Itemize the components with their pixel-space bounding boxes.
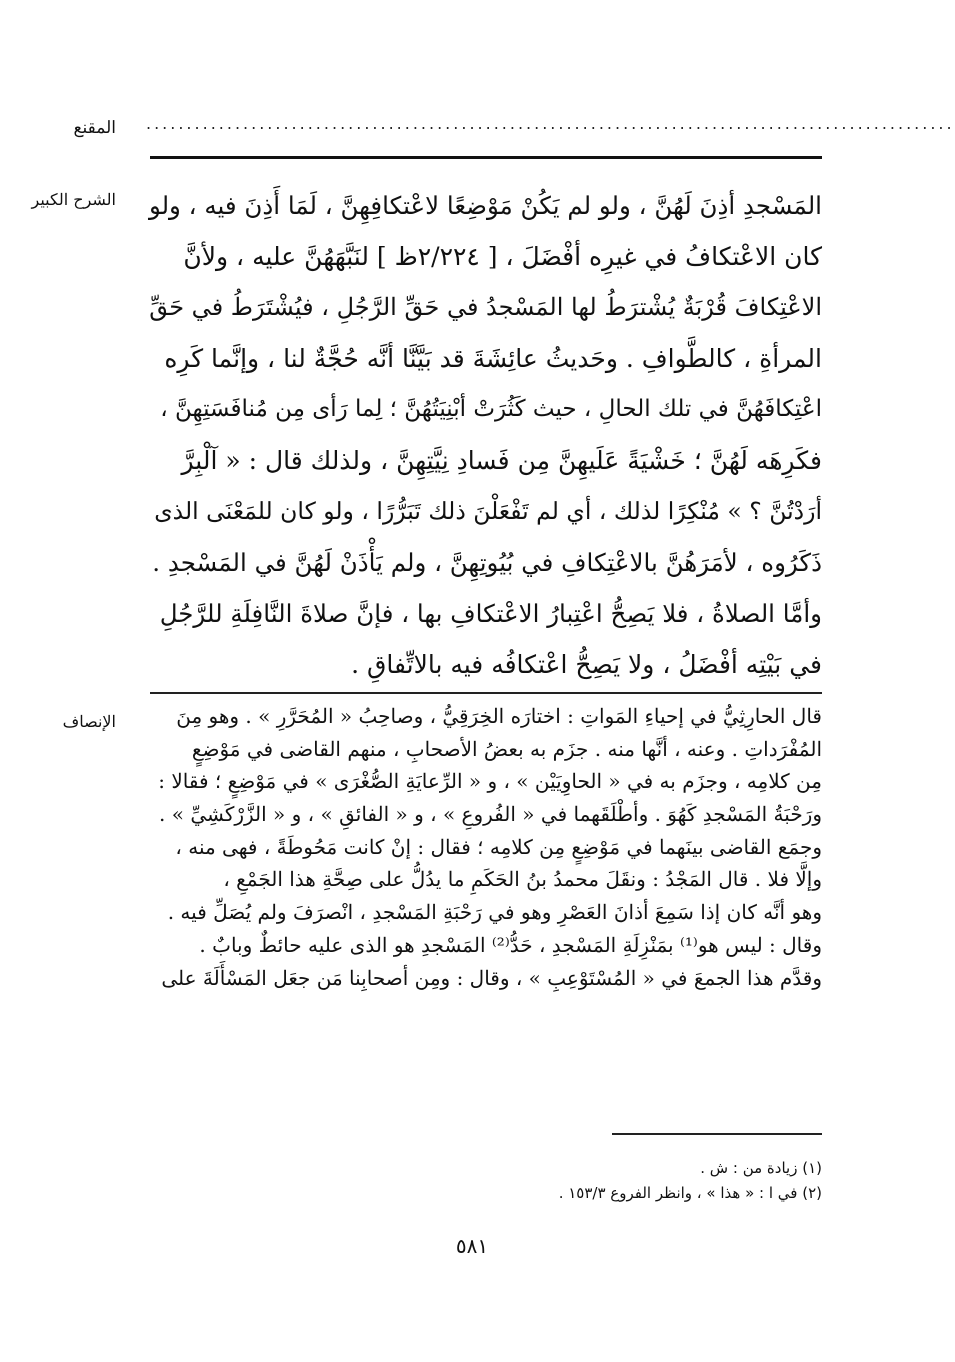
- sharh-line: المَسْجدِ أذِنَ لَهُنَّ ، ولو لم يَكُنْ مَوْضِعًا لاعْتكافِهِنَّ ، لَمَا أَذِنَ فيه ، ولو: [148, 191, 822, 220]
- footnotes: [150, 1156, 822, 1206]
- insaf-line: قال الحارِثِيُّ في إحياءِ المَواتِ : اختارَه الخِرَقِيُّ ، وصاحِبُ « المُحَرَّرِ » . وهو مِنَ: [176, 704, 822, 728]
- sharh-line: الاعْتِكافَ قُرْبَةٌ يُشْترَطُ لها المَسْجدُ في حَقِّ الرَّجُلِ ، فيُشْتَرَطُ في حَقِّ: [149, 293, 822, 321]
- sharh-line: كان الاعْتكافُ في غيرِه أفْضَلَ ، [ ٢/٢٢٤ظ ] لنَبَّهَهُنَّ عليه ، ولأنَّ: [183, 242, 822, 271]
- sharh-line: وأمَّا الصلاةُ ، فلا يَصِحُّ اعْتِبارُ الاعْتكافِ بها ، فإنَّ صلاةَ النَّافِلَةِ للرَّجُلِ: [159, 599, 822, 628]
- header-leader-dots: ....................................................................................................: [146, 114, 955, 133]
- sharh-line: أرَدْتُنَّ ؟ » مُنْكِرًا لذلك ، أي لم تَفْعَلْنَ ذلك تَبَرُّرًا ، ولو كان للمَعْنَى الذى: [154, 497, 822, 525]
- footnote: (٢) في ا : « هذا » ، وانظر الفروع ١٥٣/٣ .: [558, 1184, 822, 1202]
- insaf-line: وهو أنَّه كان إذا سَمِعَ أذانَ العَصْرِ وهو في رَحْبَةِ المَسْجدِ ، انْصرَفَ ولم يُصَلِّ فيه .: [167, 900, 822, 925]
- sharh-line: ذَكَرُوه ، لأمَرَهُنَّ بالاعْتِكافِ في بُيُوتِهِنَّ ، ولم يَأْذَنْ لَهُنَّ في المَسْجدِ .: [152, 548, 822, 577]
- footnote-rule: [612, 1133, 822, 1135]
- section-label-sharh: الشرح الكبير: [31, 190, 116, 209]
- insaf-line: وقال : ليس هو⁽¹⁾ بمَنْزِلَةِ المَسْجدِ ، حَدُّ⁽²⁾ المَسْجدِ هو الذى عليه حائطٌ وبابٌ .: [199, 932, 822, 957]
- sharh-line: المرأةِ ، كالطَّوافِ . وحَديثُ عائِشَةَ قد بَيَّنَّا أنَّه حُجَّةٌ لنا ، وإنَّما كَرِه: [164, 344, 822, 373]
- footnote: (١) زيادة من : ش .: [700, 1159, 822, 1177]
- section-label-insaf: الإنصاف: [62, 712, 116, 731]
- insaf-text-block: [150, 700, 822, 994]
- insaf-line: وقدَّم هذا الجمعَ في « المُسْتَوْعِبِ » ، وقال : ومِن أصحابِنا مَن جعَل المَسْأَلَةَ على: [161, 965, 822, 990]
- insaf-line: وجمَع القاضى بينَهما في مَوْضِعٍ مِن كلامِه ؛ فقال : إنْ كانت مَحُوطَةً ، فهى منه ،: [175, 834, 822, 859]
- page-number: ٥٨١: [455, 1234, 489, 1258]
- sharh-line: فكَرِهَه لَهُنَّ ؛ خَشْيَةً عَلَيهِنَّ مِن فَسادِ نِيَّتِهِنَّ ، ولذلك قال : « آلْبِرَّ: [181, 446, 822, 475]
- insaf-line: المُفْرَداتِ . وعنه ، أنَّها منه . جزَم به بعضُ الأصحابِ ، منهم القاضى في مَوْضِعٍ: [191, 736, 822, 761]
- sharh-line: اعْتِكافَهُنَّ في تلك الحالِ ، حيث كَثُرَتْ أبْنِيَتُهُنَّ ؛ لِما رَأى مِن مُنافَسَتِهِنَّ ،: [160, 396, 822, 422]
- sharh-text-block: [150, 180, 822, 690]
- sharh-line: في بَيْتِه أفْضَلُ ، ولا يَصِحُّ اعْتكافُه فيه بالاتِّفاقِ .: [351, 650, 822, 679]
- insaf-line: ورَحْبَةُ المَسْجدِ كَهُوَ . وأطْلَقَهما في « الفُروعِ » ، و « الفائقِ » ، و « الزَّرْكَشِيِّ » .: [159, 802, 822, 827]
- header-rule: [150, 156, 822, 159]
- insaf-line: وإلَّا فلا . قال المَجْدُ : ونقَلَ محمدُ بنُ الحَكَمِ ما يدُلُّ على صِحَّةِ هذا الجَمْعِ ،: [223, 867, 822, 892]
- insaf-line: مِن كلامِه ، وجزَم به في « الحاوِيَيْن » ، و « الرِّعايَةِ الصُّغْرَى » في مَوْضِعٍ ؛ فقالا :: [158, 769, 822, 794]
- section-divider: [150, 692, 822, 694]
- running-title: المقنع: [73, 118, 116, 138]
